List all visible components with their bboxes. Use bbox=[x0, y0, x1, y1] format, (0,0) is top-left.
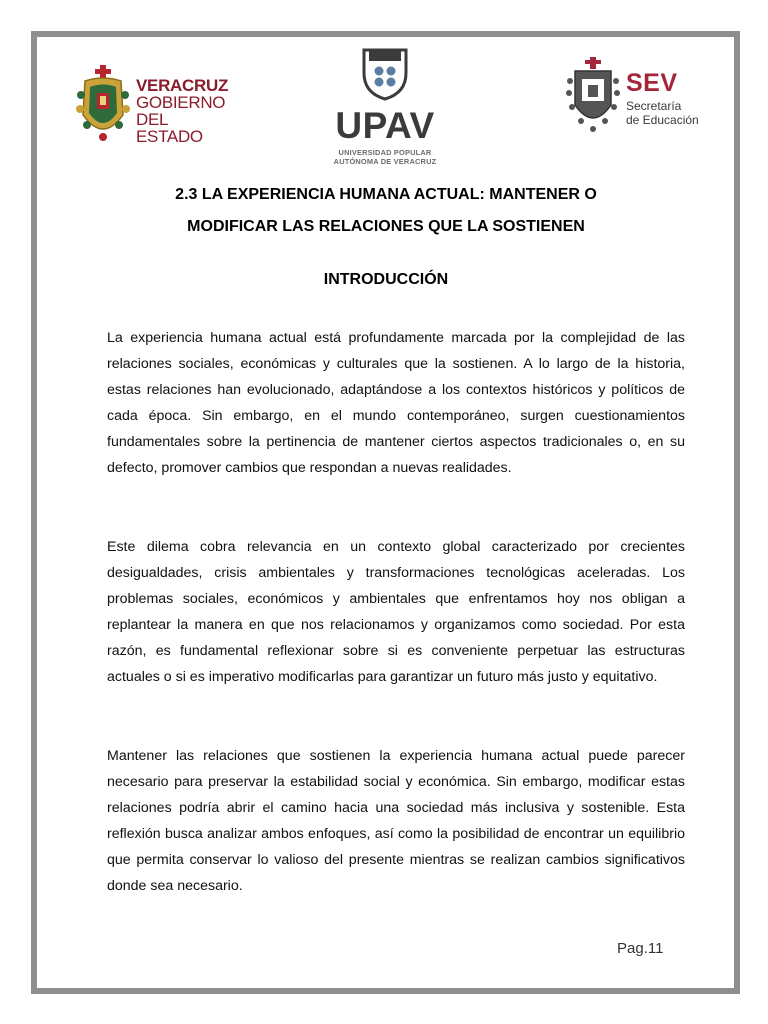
document-title-line1: 2.3 LA EXPERIENCIA HUMANA ACTUAL: MANTENER O bbox=[175, 186, 597, 203]
upav-logo bbox=[325, 47, 445, 166]
sev-logo-name: SEV bbox=[626, 69, 678, 97]
upav-shield-icon bbox=[361, 47, 409, 101]
veracruz-logo-line1: VERACRUZ bbox=[136, 76, 229, 95]
page-number: Pag.11 bbox=[617, 940, 664, 957]
page-frame bbox=[31, 31, 740, 994]
upav-logo-name: UPAV bbox=[335, 105, 435, 146]
paragraph-2: Este dilema cobra relevancia en un contexto global caracterizado por crecientes desigualdades, crisis ambientales y transformaciones tecnológicas aceleradas. Los problemas sociales, económicos y ambientales que enfrentamos hoy nos obligan a replantear la manera en que nos relacionamos y organizamos como sociedad. Por esta razón, es fundamental reflexionar sobre si es conveniente perpetuar las estructuras actuales o si es imperativo modificarlas para garantizar un futuro más justo y equitativo. bbox=[107, 539, 685, 685]
paragraph-1: La experiencia humana actual está profundamente marcada por la complejidad de las relaciones sociales, económicas y culturales que la sostienen. A lo largo de la historia, estas relaciones han evolucionado, adaptándose a los contextos históricos y políticos de cada época. Sin embargo, en el mundo contemporáneo, surgen cuestionamientos fundamentales sobre la pertinencia de mantener ciertos aspectos tradicionales o, en su defecto, promover cambios que respondan a nuevas realidades. bbox=[107, 330, 685, 476]
upav-logo-sub-line2: AUTÓNOMA DE VERACRUZ bbox=[333, 157, 437, 166]
veracruz-government-logo bbox=[75, 65, 235, 145]
document-title-line2: MODIFICAR LAS RELACIONES QUE LA SOSTIENEN bbox=[187, 218, 585, 235]
veracruz-logo-line2: GOBIERNO bbox=[136, 93, 226, 112]
sev-logo-sub-line2: de Educación bbox=[626, 113, 699, 127]
sev-logo-sub-line1: Secretaría bbox=[626, 99, 682, 113]
paragraph-3: Mantener las relaciones que sostienen la experiencia humana actual puede parecer necesario para preservar la estabilidad social y económica. Sin embargo, modificar estas relaciones podría abrir el camino hacia una sociedad más inclusiva y sostenible. Esta reflexión busca analizar ambos enfoques, así como la posibilidad de encontrar un equilibrio que permita conservar lo valioso del presente mientras se realizan cambios significativos donde sea necesario. bbox=[107, 748, 685, 894]
veracruz-crest-icon bbox=[75, 65, 131, 145]
upav-logo-sub-line1: UNIVERSIDAD POPULAR bbox=[338, 148, 432, 157]
sev-crest-icon bbox=[565, 57, 621, 137]
sev-logo bbox=[565, 57, 705, 137]
document-title bbox=[77, 179, 695, 243]
veracruz-logo-line3: DEL ESTADO bbox=[136, 110, 203, 146]
section-heading: INTRODUCCIÓN bbox=[323, 271, 449, 288]
